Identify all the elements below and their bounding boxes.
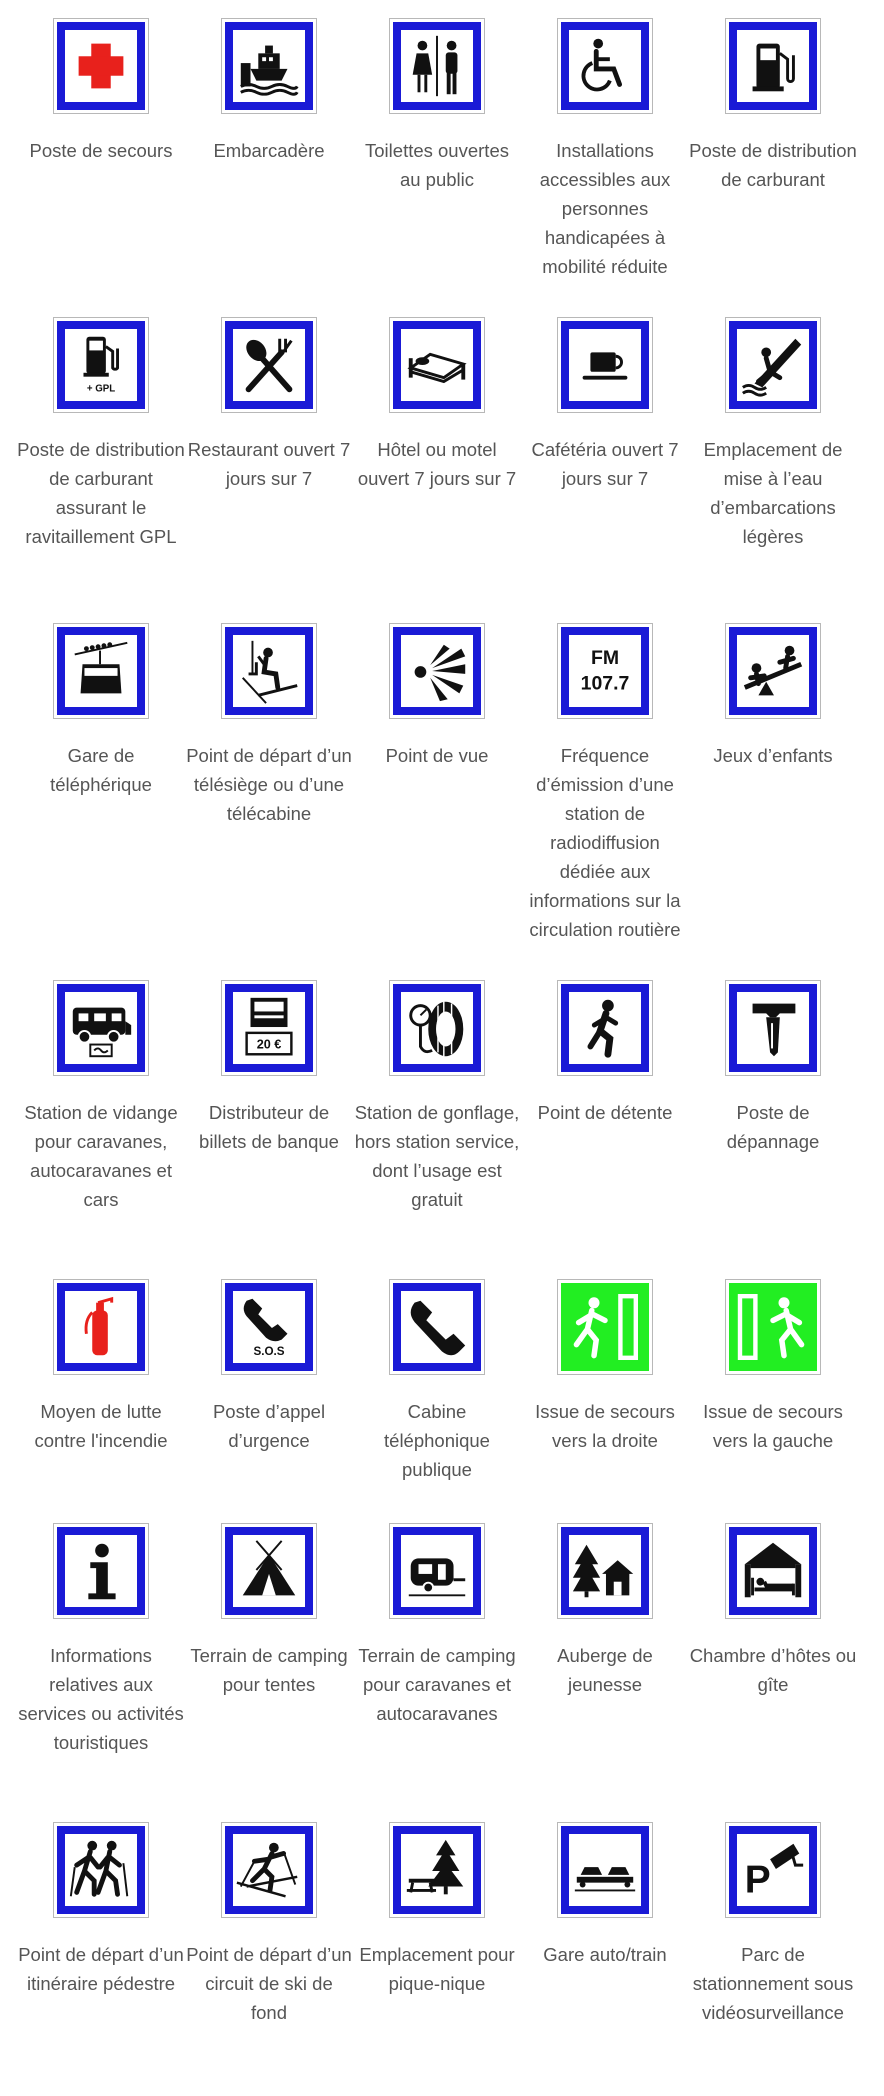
sign-image [725, 1822, 821, 1918]
caravan-dump-icon [57, 984, 145, 1072]
cross-country-ski-icon [225, 1826, 313, 1914]
sign-label: Poste de distribution de carburant [689, 140, 857, 190]
sign-image [53, 1279, 149, 1375]
sign-label: Poste d’appel d’urgence [212, 1401, 326, 1451]
sign-image [221, 1279, 317, 1375]
sign-label: Jeux d’enfants [713, 745, 833, 766]
banknote-value: 20 € [256, 1037, 282, 1052]
sign-label: Station de gonflage, hors station service, dont l’usage est gratuit [354, 1102, 520, 1210]
guest-room-icon [729, 1527, 817, 1615]
public-toilets-icon [393, 22, 481, 110]
caravan-icon [393, 1527, 481, 1615]
cctv-parking-icon [729, 1826, 817, 1914]
fork-spoon-icon [225, 321, 313, 409]
sign-label: Installations accessibles aux personnes handicapées à mobilité réduite [539, 140, 671, 277]
sign-image [725, 623, 821, 719]
fuel-pump-icon [729, 22, 817, 110]
radio-frequency-icon [561, 627, 649, 715]
sign-image [221, 623, 317, 719]
sign-label: Point de départ d’un télésiège ou d’une télécabine [186, 745, 352, 824]
fm-frequency: 107.7 [580, 672, 630, 695]
sign-image [53, 1822, 149, 1918]
first-aid-cross-icon [57, 22, 145, 110]
sign-image [725, 317, 821, 413]
sign-label: Point de détente [537, 1102, 673, 1123]
sign-label: Hôtel ou motel ouvert 7 jours sur 7 [357, 439, 517, 489]
sign-image [557, 18, 653, 114]
tent-icon [225, 1527, 313, 1615]
sign-label: Informations relatives aux services ou activités touristiques [18, 1645, 184, 1753]
sos-text: S.O.S [253, 1345, 285, 1359]
sign-label: Point de vue [385, 745, 489, 766]
sign-label: Poste de distribution de carburant assurant le ravitaillement GPL [17, 439, 185, 547]
sign-image [557, 980, 653, 1076]
fire-extinguisher-icon [57, 1283, 145, 1371]
bed-icon [393, 321, 481, 409]
sign-image [389, 18, 485, 114]
hikers-icon [57, 1826, 145, 1914]
sign-label: Emplacement de mise à l’eau d’embarcations légères [703, 439, 843, 547]
sign-label: Point de départ d’un circuit de ski de fond [186, 1944, 352, 2023]
cable-car-icon [57, 627, 145, 715]
sign-image [53, 980, 149, 1076]
sign-image [221, 18, 317, 114]
sign-image [221, 980, 317, 1076]
sign-image [389, 1822, 485, 1918]
exit-right-icon [561, 1283, 649, 1371]
parking-letter: P [744, 1858, 771, 1902]
exit-left-icon [729, 1283, 817, 1371]
sign-label: Terrain de camping pour tentes [190, 1645, 348, 1695]
sign-label: Issue de secours vers la gauche [703, 1401, 843, 1451]
sign-image [725, 1523, 821, 1619]
info-icon [57, 1527, 145, 1615]
sign-label: Gare de téléphérique [50, 745, 152, 795]
sos-phone-icon [225, 1283, 313, 1371]
fuel-pump-gpl-icon [57, 321, 145, 409]
sign-label: Parc de stationnement sous vidéosurveillance [692, 1944, 854, 2023]
viewpoint-icon [393, 627, 481, 715]
sign-image [557, 1523, 653, 1619]
sign-label: Auberge de jeunesse [557, 1645, 653, 1695]
sign-image [389, 1279, 485, 1375]
coffee-cup-icon [561, 321, 649, 409]
sign-image [221, 1822, 317, 1918]
boat-pier-icon [225, 22, 313, 110]
sign-image [557, 1279, 653, 1375]
car-train-icon [561, 1826, 649, 1914]
sign-label: Station de vidange pour caravanes, autocaravanes et cars [24, 1102, 178, 1210]
sign-label: Cafétéria ouvert 7 jours sur 7 [531, 439, 679, 489]
sign-label: Terrain de camping pour caravanes et autocaravanes [358, 1645, 516, 1724]
sign-image [389, 1523, 485, 1619]
sign-image [725, 1279, 821, 1375]
sign-label: Gare auto/train [543, 1944, 667, 1965]
sign-image [725, 18, 821, 114]
sign-image [389, 980, 485, 1076]
rest-area-icon [561, 984, 649, 1072]
sign-image [53, 623, 149, 719]
sign-image [557, 317, 653, 413]
fm-label: FM [590, 647, 620, 670]
sign-label: Fréquence d’émission d’une station de radiodiffusion dédiée aux informations sur la circulation routière [529, 745, 681, 940]
sign-image [53, 1523, 149, 1619]
chairlift-icon [225, 627, 313, 715]
breakdown-tool-icon [729, 984, 817, 1072]
sign-label: Poste de secours [29, 140, 173, 161]
sign-image [53, 18, 149, 114]
sign-label: Toilettes ouvertes au public [365, 140, 509, 190]
sign-label: Chambre d’hôtes ou gîte [689, 1645, 857, 1695]
sign-image [557, 623, 653, 719]
picnic-icon [393, 1826, 481, 1914]
sign-label: Emplacement pour pique-nique [359, 1944, 515, 1994]
sign-label: Point de départ d’un itinéraire pédestre [18, 1944, 184, 1994]
sign-image [725, 980, 821, 1076]
sign-label: Restaurant ouvert 7 jours sur 7 [187, 439, 351, 489]
playground-icon [729, 627, 817, 715]
sign-label: Distributeur de billets de banque [199, 1102, 339, 1152]
sign-image [389, 317, 485, 413]
sign-label: Poste de dépannage [726, 1102, 820, 1152]
sign-image [557, 1822, 653, 1918]
sign-label: Issue de secours vers la droite [535, 1401, 675, 1451]
tire-inflation-icon [393, 984, 481, 1072]
boat-launch-icon [729, 321, 817, 409]
sign-label: Moyen de lutte contre l'incendie [34, 1401, 168, 1451]
phone-handset-icon [393, 1283, 481, 1371]
sign-image [221, 317, 317, 413]
wheelchair-icon [561, 22, 649, 110]
sign-image [53, 317, 149, 413]
sign-label: Embarcadère [213, 140, 325, 161]
sign-image [389, 623, 485, 719]
youth-hostel-icon [561, 1527, 649, 1615]
sign-image [221, 1523, 317, 1619]
sign-label: Cabine téléphonique publique [384, 1401, 490, 1480]
gpl-badge: + GPL [86, 383, 116, 395]
atm-icon [225, 984, 313, 1072]
